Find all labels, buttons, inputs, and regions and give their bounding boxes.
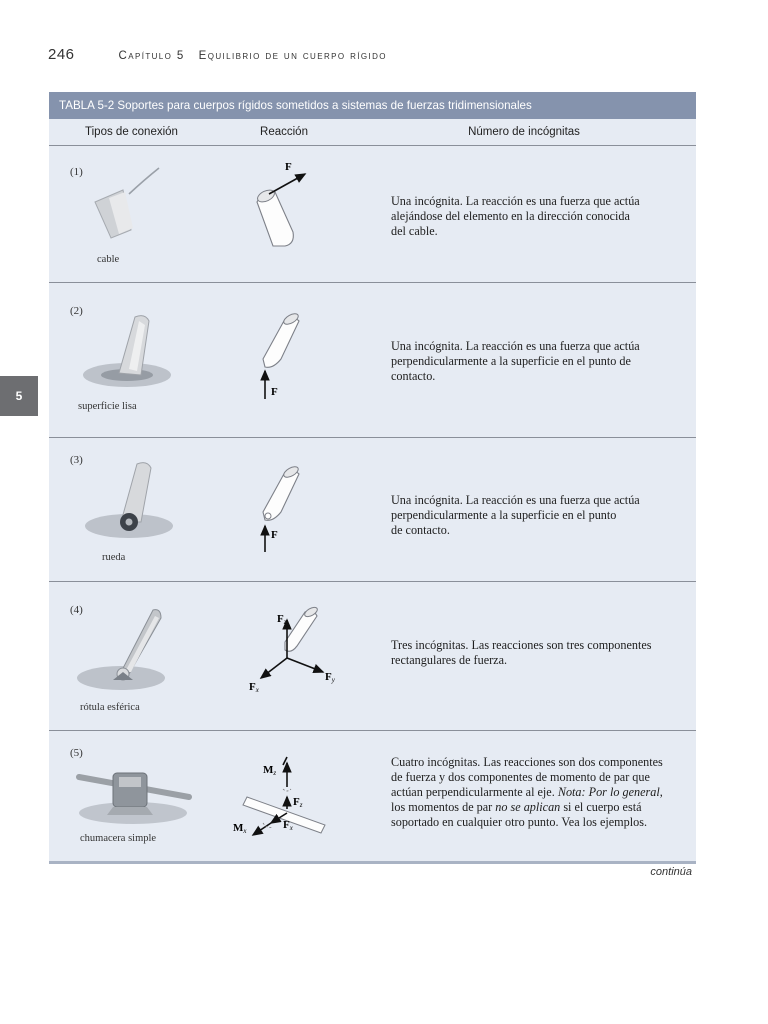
description-line: del cable. [391,224,438,238]
force-y-label: Fy [325,671,335,684]
force-x-label: Fx [283,819,293,832]
connection-label: rueda [102,552,126,563]
ball-and-socket-reaction-diagram [235,606,345,696]
row-description [391,493,691,538]
column-header-reaction: Reacción [260,126,308,138]
force-z-label: Fz [293,796,303,809]
bar-member [263,466,300,520]
chapter-title: Equilibrio de un cuerpo rígido [198,50,387,62]
row-description [391,638,691,668]
moment-x-label: Mx [233,822,247,835]
connection-label: superficie lisa [78,401,137,412]
smooth-surface-reaction-diagram [249,313,329,403]
table-row-journal-bearing [49,731,696,864]
row-description [391,339,691,384]
description-line: de contacto. [391,523,450,537]
column-header-unknowns: Número de incógnitas [468,126,580,138]
force-arrow [269,174,305,194]
bar-member [263,313,300,367]
table-row-cable [49,146,696,283]
table-row-smooth-surface [49,283,696,438]
description-line: soportado en cualquier otro punto. Vea los ejemplos. [391,815,647,829]
description-line: Cuatro incógnitas. Las reacciones son dos componentes [391,755,663,769]
connection-label: rótula esférica [80,702,140,713]
continues-note: continúa [650,866,692,878]
wheel-reaction-diagram [249,466,329,556]
force-y-arrow [287,658,323,672]
row-number: (3) [70,454,83,466]
table-row-wheel [49,438,696,582]
force-z-label: Fz [277,613,287,626]
chapter-side-tab: 5 [0,376,38,416]
bar-member [285,606,319,651]
description-line: alejándose del elemento en la dirección conocida [391,209,630,223]
description-line: rectangulares de fuerza. [391,653,508,667]
description-line: de fuerza y dos componentes de momento de par que [391,770,650,784]
description-line: actúan perpendicularmente al eje. Nota: Por lo general, [391,785,663,799]
row-description [391,755,691,830]
row-number: (2) [70,305,83,317]
row-description [391,194,691,239]
bar-member [256,188,294,246]
row-number: (5) [70,747,83,759]
description-line: Una incógnita. La reacción es una fuerza que actúa [391,493,640,507]
row-number: (4) [70,604,83,616]
moment-z-label: Mz [263,764,277,777]
connection-label: cable [97,254,120,265]
force-label: F [271,529,278,541]
description-line: perpendicularmente a la superficie en el punto [391,508,617,522]
journal-bearing-illustration [69,755,199,835]
description-line: Tres incógnitas. Las reacciones son tres componentes [391,638,652,652]
column-header-connection-type: Tipos de conexión [85,126,178,138]
chapter-label: Capítulo 5 [118,50,185,62]
force-x-arrow [261,658,287,678]
running-head [48,46,387,66]
row-number: (1) [70,166,83,178]
description-line: Una incógnita. La reacción es una fuerza que actúa [391,339,640,353]
description-line: los momentos de par no se aplican si el cuerpo está [391,800,642,814]
table-title: TABLA 5-2 Soportes para cuerpos rígidos sometidos a sistemas de fuerzas tridimensionales [49,92,696,119]
connection-label: chumacera simple [80,833,157,844]
chapter-heading [119,50,387,62]
cable-support-illustration [89,160,169,246]
supports-table [49,92,696,864]
description-line: perpendicularmente a la superficie en el punto de [391,354,631,368]
force-x-label: Fx [249,681,259,694]
description-line: Una incógnita. La reacción es una fuerza que actúa [391,194,640,208]
page-number: 246 [48,46,75,63]
journal-bearing-reaction-diagram [229,753,349,843]
wheel-support-illustration [77,452,177,546]
smooth-surface-illustration [75,305,175,395]
description-line: contacto. [391,369,436,383]
ball-and-socket-illustration [73,602,177,698]
moment-x-arrow [253,823,271,835]
force-label: F [285,162,292,173]
force-label: F [271,386,278,398]
cable-reaction-diagram [249,162,329,252]
table-row-ball-and-socket [49,582,696,731]
table-column-headers [49,119,696,146]
